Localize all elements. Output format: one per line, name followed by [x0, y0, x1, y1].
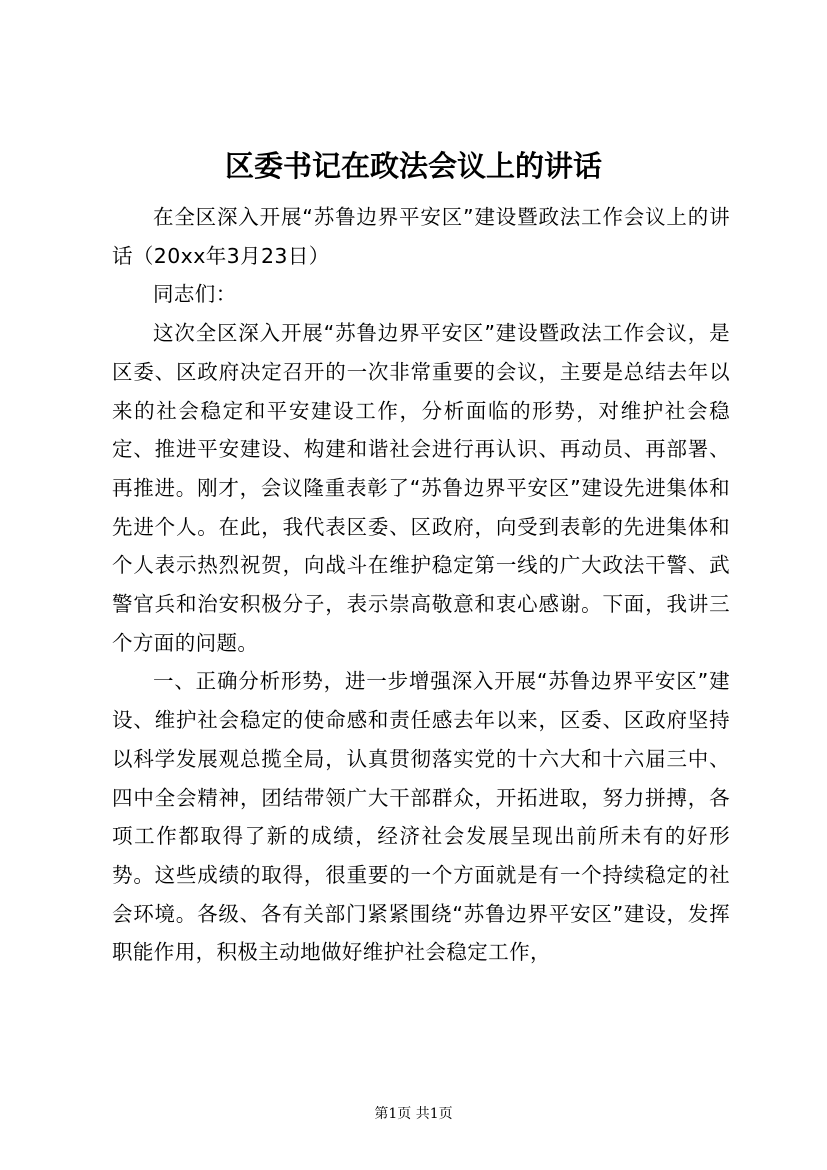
body-paragraph: 这次全区深入开展“苏鲁边界平安区”建设暨政法工作会议，是区委、区政府决定召开的一次非常重要的会议，主要是总结去年以来的社会稳定和平安建设工作，分析面临的形势，对维护社会稳定、推进平安建设、构建和谐社会进行再认识、再动员、再部署、再推进。刚才，会议隆重表彰了“苏鲁边界平安区”建设先进集体和先进个人。在此，我代表区委、区政府，向受到表彰的先进集体和个人表示热烈祝贺，向战斗在维护稳定第一线的广大政法干警、武警官兵和治安积极分子，表示崇高敬意和衷心感谢。下面，我讲三个方面的问题。: [112, 321, 730, 655]
document-title: 区委书记在政法会议上的讲话: [224, 149, 602, 183]
page-footer: 第1页 共1页: [374, 1106, 453, 1122]
body-paragraph: 一、正确分析形势，进一步增强深入开展“苏鲁边界平安区”建设、维护社会稳定的使命感和责任感去年以来，区委、区政府坚持以科学发展观总揽全局，认真贯彻落实党的十六大和十六届三中、四中全会精神，团结带领广大干部群众，开拓进取，努力拼搏，各项工作都取得了新的成绩，经济社会发展呈现出前所未有的好形势。这些成绩的取得，很重要的一个方面就是有一个持续稳定的社会环境。各级、各有关部门紧紧围绕“苏鲁边界平安区”建设，发挥职能作用，积极主动地做好维护社会稳定工作，: [112, 669, 730, 965]
document-body: [112, 198, 730, 972]
salutation-paragraph: 同志们：: [153, 282, 237, 307]
subtitle-paragraph: 在全区深入开展“苏鲁边界平安区”建设暨政法工作会议上的讲话（20xx年3月23日）: [112, 205, 730, 268]
